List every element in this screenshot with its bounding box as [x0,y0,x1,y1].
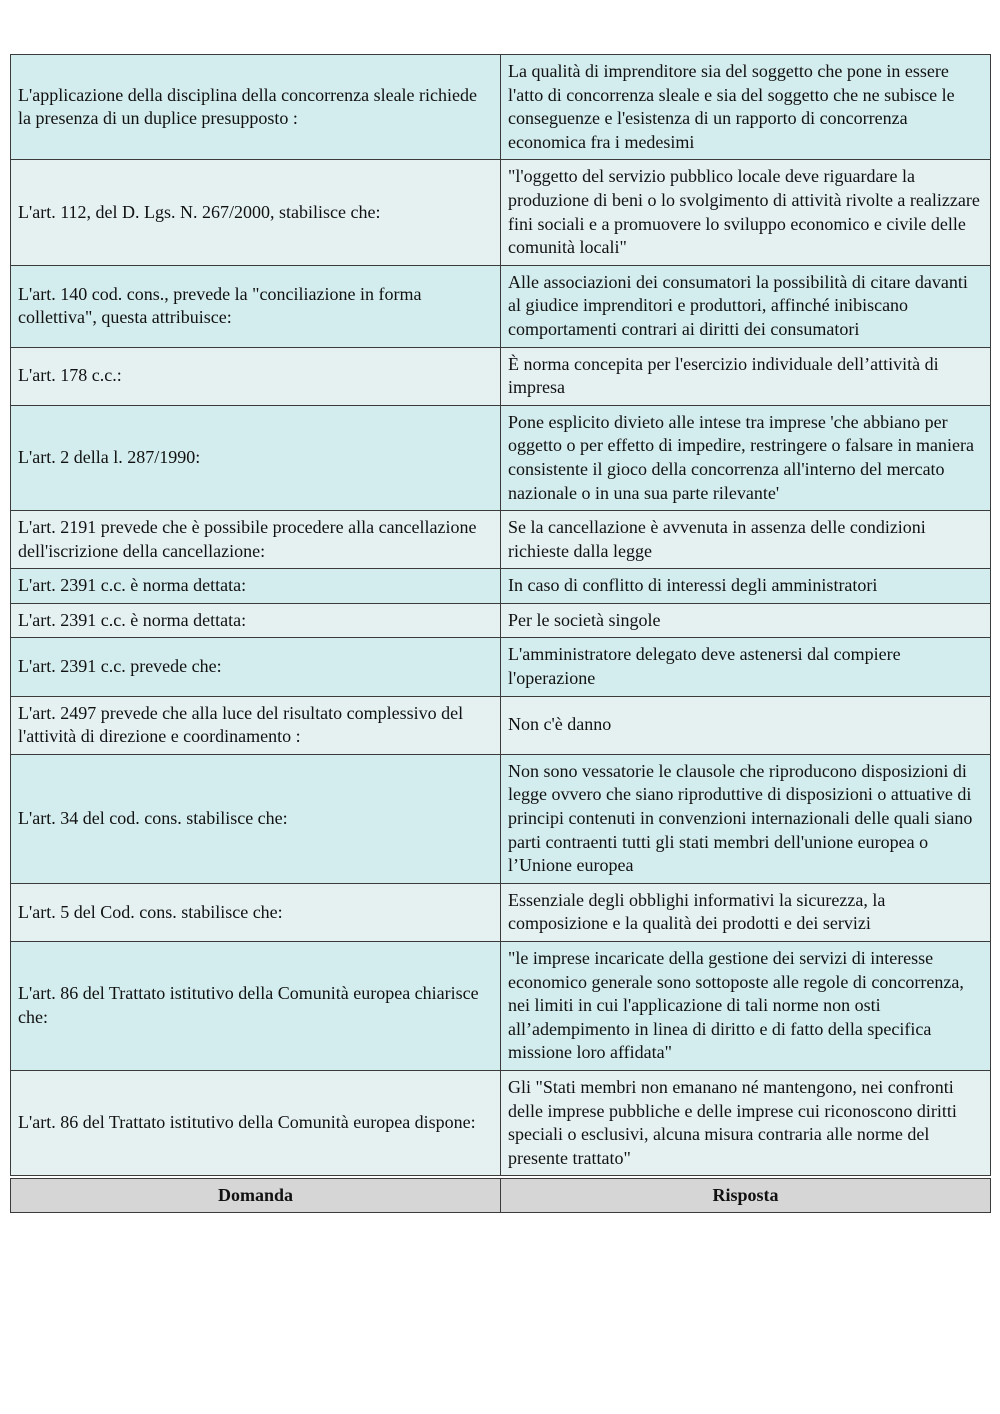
question-cell: L'art. 2 della l. 287/1990: [11,405,501,510]
table-row [11,405,991,510]
question-cell: L'applicazione della disciplina della concorrenza sleale richiede la presenza di un duplice presupposto : [11,55,501,160]
question-cell: L'art. 5 del Cod. cons. stabilisce che: [11,883,501,941]
table-row [11,942,991,1071]
table-row [11,55,991,160]
answer-cell: Non c'è danno [501,696,991,754]
answer-cell: Pone esplicito divieto alle intese tra imprese 'che abbiano per oggetto o per effetto di impedire, restringere o falsare in maniera consistente il gioco della concorrenza all'interno del mercato nazionale o in una sua parte rilevante' [501,405,991,510]
table-row [11,638,991,696]
answer-cell: In caso di conflitto di interessi degli amministratori [501,569,991,604]
table-row [11,511,991,569]
answer-cell: Se la cancellazione è avvenuta in assenza delle condizioni richieste dalla legge [501,511,991,569]
qa-document [10,54,990,1213]
table-row [11,160,991,265]
table-row [11,883,991,941]
answer-cell: È norma concepita per l'esercizio individuale dell’attività di impresa [501,347,991,405]
answer-cell: Gli "Stati membri non emanano né mantengono, nei confronti delle imprese pubbliche e delle imprese cui riconoscono diritti speciali o esclusivi, alcuna misura contraria alle norme del presente trattato" [501,1070,991,1175]
question-cell: L'art. 2391 c.c. è norma dettata: [11,569,501,604]
answer-cell: Per le società singole [501,603,991,638]
answer-cell: La qualità di imprenditore sia del soggetto che pone in essere l'atto di concorrenza sleale e sia del soggetto che ne subisce le conseguenze e l'esistenza di un rapporto di concorrenza economica fra i medesimi [501,55,991,160]
question-cell: L'art. 140 cod. cons., prevede la "conciliazione in forma collettiva", questa attribuisce: [11,265,501,347]
question-cell: L'art. 86 del Trattato istitutivo della Comunità europea dispone: [11,1070,501,1175]
header-row [11,1179,991,1213]
question-cell: L'art. 2391 c.c. prevede che: [11,638,501,696]
answer-cell: Alle associazioni dei consumatori la possibilità di citare davanti al giudice imprenditori e produttori, affinché inibiscano comportamenti contrari ai diritti dei consumatori [501,265,991,347]
question-cell: L'art. 86 del Trattato istitutivo della Comunità europea chiarisce che: [11,942,501,1071]
column-header-domanda: Domanda [11,1179,501,1213]
qa-table [10,54,991,1176]
table-row [11,265,991,347]
question-cell: L'art. 178 c.c.: [11,347,501,405]
question-cell: L'art. 112, del D. Lgs. N. 267/2000, stabilisce che: [11,160,501,265]
table-row [11,569,991,604]
question-cell: L'art. 2191 prevede che è possibile procedere alla cancellazione dell'iscrizione della cancellazione: [11,511,501,569]
answer-cell: "le imprese incaricate della gestione dei servizi di interesse economico generale sono sottoposte alle regole di concorrenza, nei limiti in cui l'applicazione di tali norme non osti all’adempimento in linea di diritto e di fatto della specifica missione loro affidata" [501,942,991,1071]
table-row [11,754,991,883]
column-header-table [10,1178,991,1213]
question-cell: L'art. 2391 c.c. è norma dettata: [11,603,501,638]
answer-cell: L'amministratore delegato deve astenersi dal compiere l'operazione [501,638,991,696]
answer-cell: Essenziale degli obblighi informativi la sicurezza, la composizione e la qualità dei prodotti e dei servizi [501,883,991,941]
table-row [11,696,991,754]
column-header-risposta: Risposta [501,1179,991,1213]
table-row [11,603,991,638]
question-cell: L'art. 2497 prevede che alla luce del risultato complessivo del l'attività di direzione e coordinamento : [11,696,501,754]
answer-cell: "l'oggetto del servizio pubblico locale deve riguardare la produzione di beni o lo svolgimento di attività rivolte a realizzare fini sociali e a promuovere lo sviluppo economico e civile delle comunità locali" [501,160,991,265]
question-cell: L'art. 34 del cod. cons. stabilisce che: [11,754,501,883]
table-row [11,1070,991,1175]
answer-cell: Non sono vessatorie le clausole che riproducono disposizioni di legge ovvero che siano riproduttive di disposizioni o attuative di principi contenuti in convenzioni internazionali delle quali siano parti contraenti tutti gli stati membri dell'unione europea o l’Unione europea [501,754,991,883]
table-row [11,347,991,405]
